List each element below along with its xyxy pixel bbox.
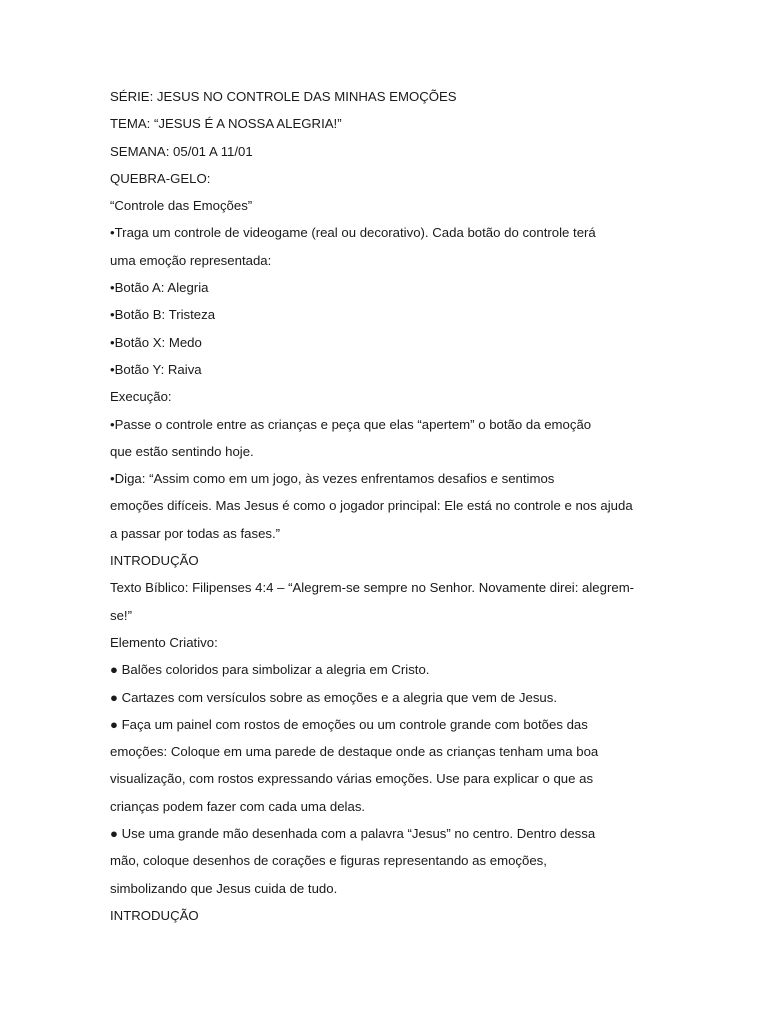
icebreaker-heading: QUEBRA-GELO: [110, 170, 211, 186]
list-item: ● Cartazes com versículos sobre as emoções e a alegria que vem de Jesus. [110, 689, 558, 705]
bible-text-line: Texto Bíblico: Filipenses 4:4 – “Alegrem-se sempre no Senhor. Novamente direi: alegrem- [110, 580, 635, 596]
text-line: •Passe o controle entre as crianças e peça que elas “apertem” o botão da emoção [110, 416, 592, 432]
list-item: ● Balões coloridos para simbolizar a alegria em Cristo. [110, 662, 430, 678]
text-line: •Diga: “Assim como em um jogo, às vezes enfrentamos desafios e sentimos [110, 471, 555, 487]
text-line: mão, coloque desenhos de corações e figuras representando as emoções, [110, 853, 547, 869]
creative-element-heading: Elemento Criativo: [110, 634, 218, 650]
text-line: emoções: Coloque em uma parede de destaque onde as crianças tenham uma boa [110, 744, 599, 760]
text-line: uma emoção representada: [110, 252, 272, 268]
text-line: crianças podem fazer com cada uma delas. [110, 798, 366, 814]
introduction-heading: INTRODUÇÃO [110, 553, 199, 569]
bible-text-line: se!” [110, 607, 132, 623]
theme-line: TEMA: “JESUS É A NOSSA ALEGRIA!” [110, 116, 342, 132]
list-item: ● Faça um painel com rostos de emoções ou um controle grande com botões das [110, 716, 588, 732]
list-item: ● Use uma grande mão desenhada com a palavra “Jesus” no centro. Dentro dessa [110, 826, 596, 842]
introduction-heading: INTRODUÇÃO [110, 907, 199, 923]
document-body [110, 83, 635, 929]
text-line: simbolizando que Jesus cuida de tudo. [110, 880, 338, 896]
week-line: SEMANA: 05/01 A 11/01 [110, 143, 253, 159]
execution-heading: Execução: [110, 389, 172, 405]
button-a-item: •Botão A: Alegria [110, 280, 209, 296]
button-b-item: •Botão B: Tristeza [110, 307, 216, 323]
text-line: visualização, com rostos expressando várias emoções. Use para explicar o que as [110, 771, 594, 787]
text-line: •Traga um controle de videogame (real ou decorativo). Cada botão do controle terá [110, 225, 596, 241]
icebreaker-title: “Controle das Emoções” [110, 198, 253, 214]
text-line: que estão sentindo hoje. [110, 443, 254, 459]
series-title: SÉRIE: JESUS NO CONTROLE DAS MINHAS EMOÇÕES [110, 89, 457, 104]
text-line: emoções difíceis. Mas Jesus é como o jogador principal: Ele está no controle e nos ajuda [110, 498, 633, 514]
button-y-item: •Botão Y: Raiva [110, 361, 202, 377]
text-line: a passar por todas as fases.” [110, 525, 281, 541]
button-x-item: •Botão X: Medo [110, 334, 202, 350]
